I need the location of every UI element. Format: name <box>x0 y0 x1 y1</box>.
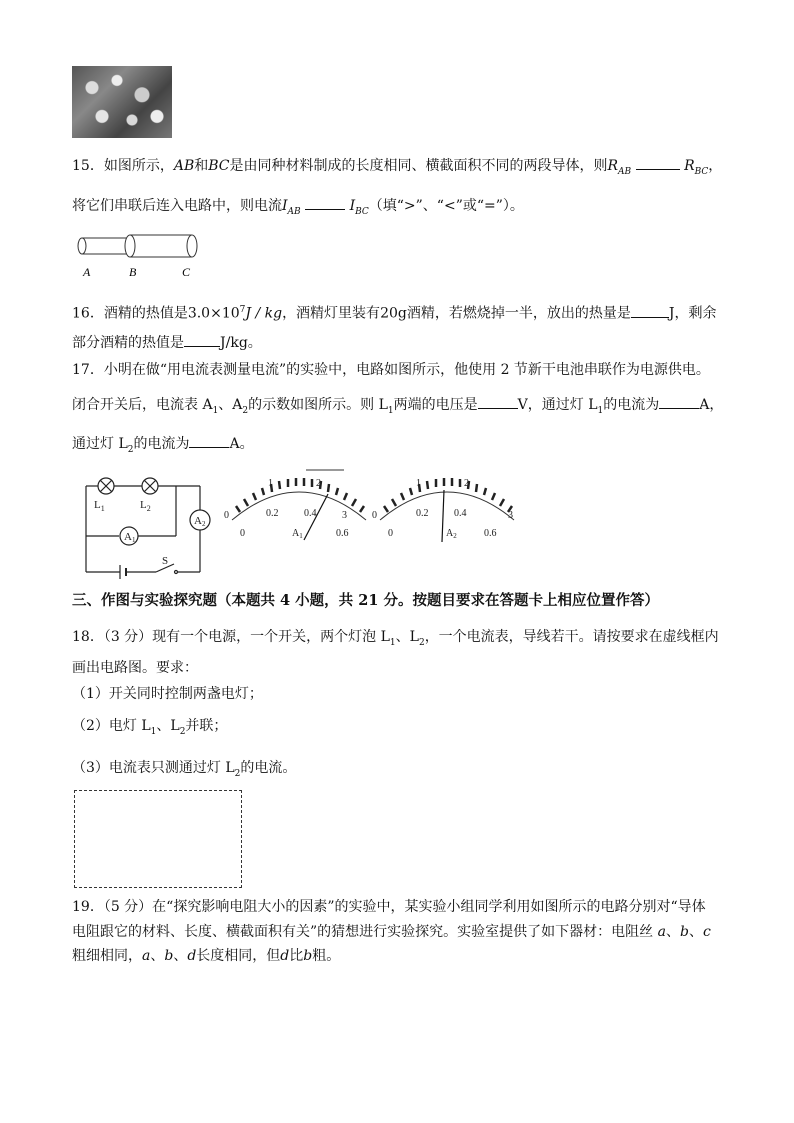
svg-text:3: 3 <box>508 510 513 521</box>
answer-box[interactable] <box>74 790 242 888</box>
svg-text:A2: $A_2$ <box>446 528 457 540</box>
q18-line2: 画出电路图。要求： <box>72 660 198 676</box>
q16-blank-2[interactable] <box>184 332 220 347</box>
q16-blank-1[interactable] <box>631 303 669 318</box>
svg-text:A1: A1 <box>124 531 136 544</box>
svg-text:1: 1 <box>416 478 421 489</box>
q15-line1: 15．如图所示，AB和BC是由同种材料制成的长度相同、横截面积不同的两段导体，则$R_{AB}$ $R_{BC}$， <box>72 155 722 182</box>
q16-line2: 部分酒精的热值是 J/kg。 <box>72 332 262 353</box>
svg-text:L2: $L_2$ <box>140 499 151 513</box>
svg-text:0.6: 0.6 <box>484 528 497 539</box>
q18-req1: （1）开关同时控制两盏电灯； <box>72 686 263 702</box>
q17-blank-2[interactable] <box>659 394 699 409</box>
svg-text:L1: $L_1$ <box>94 499 105 513</box>
svg-text:0.2: 0.2 <box>416 508 429 519</box>
svg-text:3: 3 <box>342 510 347 521</box>
top-photo <box>72 66 172 138</box>
svg-text:1: 1 <box>268 478 273 489</box>
ammeter-a1 <box>224 466 374 546</box>
svg-text:0.6: 0.6 <box>336 528 349 539</box>
q17-blank-3[interactable] <box>189 433 229 448</box>
q19-line2: 电阻跟它的材料、长度、横截面积有关”的猜想进行实验探究。实验室提供了如下器材：电阻丝 a、b、c <box>72 924 711 940</box>
svg-text:2: 2 <box>316 478 321 489</box>
q15-blank-1[interactable] <box>636 155 680 170</box>
ammeter-a2 <box>372 466 522 546</box>
svg-text:0.4: 0.4 <box>454 508 467 519</box>
q17-blank-1[interactable] <box>478 394 518 409</box>
svg-text:0: 0 <box>388 528 393 539</box>
svg-text:A1: $A_1$ <box>292 528 303 540</box>
svg-text:2: 2 <box>464 478 469 489</box>
svg-text:0: 0 <box>224 510 229 521</box>
q19-line3: 粗细相同，a、b、d长度相同，但d比b粗。 <box>72 948 341 964</box>
q16-line1: 16．酒精的热值是$3.0\times 10^7J$ / kg，酒精灯里装有20g酒精，若燃烧掉一半，放出的热量是 J，剩余 <box>72 300 716 324</box>
svg-text:S: S <box>162 555 169 567</box>
svg-text:0.2: 0.2 <box>266 508 279 519</box>
circuit-diagram <box>76 474 216 582</box>
section-title: 三、作图与实验探究题（本题共 4 小题，共 21 分。按题目要求在答题卡上相应位置作答） <box>72 592 659 609</box>
q15-blank-2[interactable] <box>305 195 345 210</box>
q18-req3: （3）电流表只测通过灯 $L_2$的电流。 <box>72 760 297 779</box>
label-c: C <box>182 265 191 279</box>
svg-text:0: 0 <box>240 528 245 539</box>
q17-line1: 17．小明在做“用电流表测量电流”的实验中，电路如图所示，他使用 2 节新干电池串联作为电源供电。 <box>72 362 710 378</box>
label-a: A <box>83 265 91 279</box>
q15-line2: 将它们串联后连入电路中，则电流$I_{AB}$ $I_{BC}$（填“>”、“<”或“=”）。 <box>72 195 524 222</box>
svg-text:0.4: 0.4 <box>304 508 317 519</box>
q17-line3: 通过灯 $L_2$的电流为 A。 <box>72 433 254 460</box>
q17-line2: 闭合开关后，电流表 $A_1$、$A_2$的示数如图所示。则 $L_1$两端的电压是 V，通过灯 $L_1$的电流为 A， <box>72 394 723 421</box>
q18-req2: （2）电灯 $L_1$、$L_2$并联； <box>72 718 228 737</box>
q18-line1: 18．（3 分）现有一个电源，一个开关，两个灯泡 $L_1$、$L_2$，一个电流表，导线若干。请按要求在虚线框内 <box>72 629 719 648</box>
q19-line1: 19．（5 分）在“探究影响电阻大小的因素”的实验中，某实验小组同学利用如图所示的电路分别对“导体 <box>72 899 706 915</box>
conductor-figure <box>72 232 202 282</box>
label-b: B <box>129 265 137 279</box>
svg-text:0: 0 <box>372 510 377 521</box>
svg-text:A2: A2 <box>194 515 206 528</box>
